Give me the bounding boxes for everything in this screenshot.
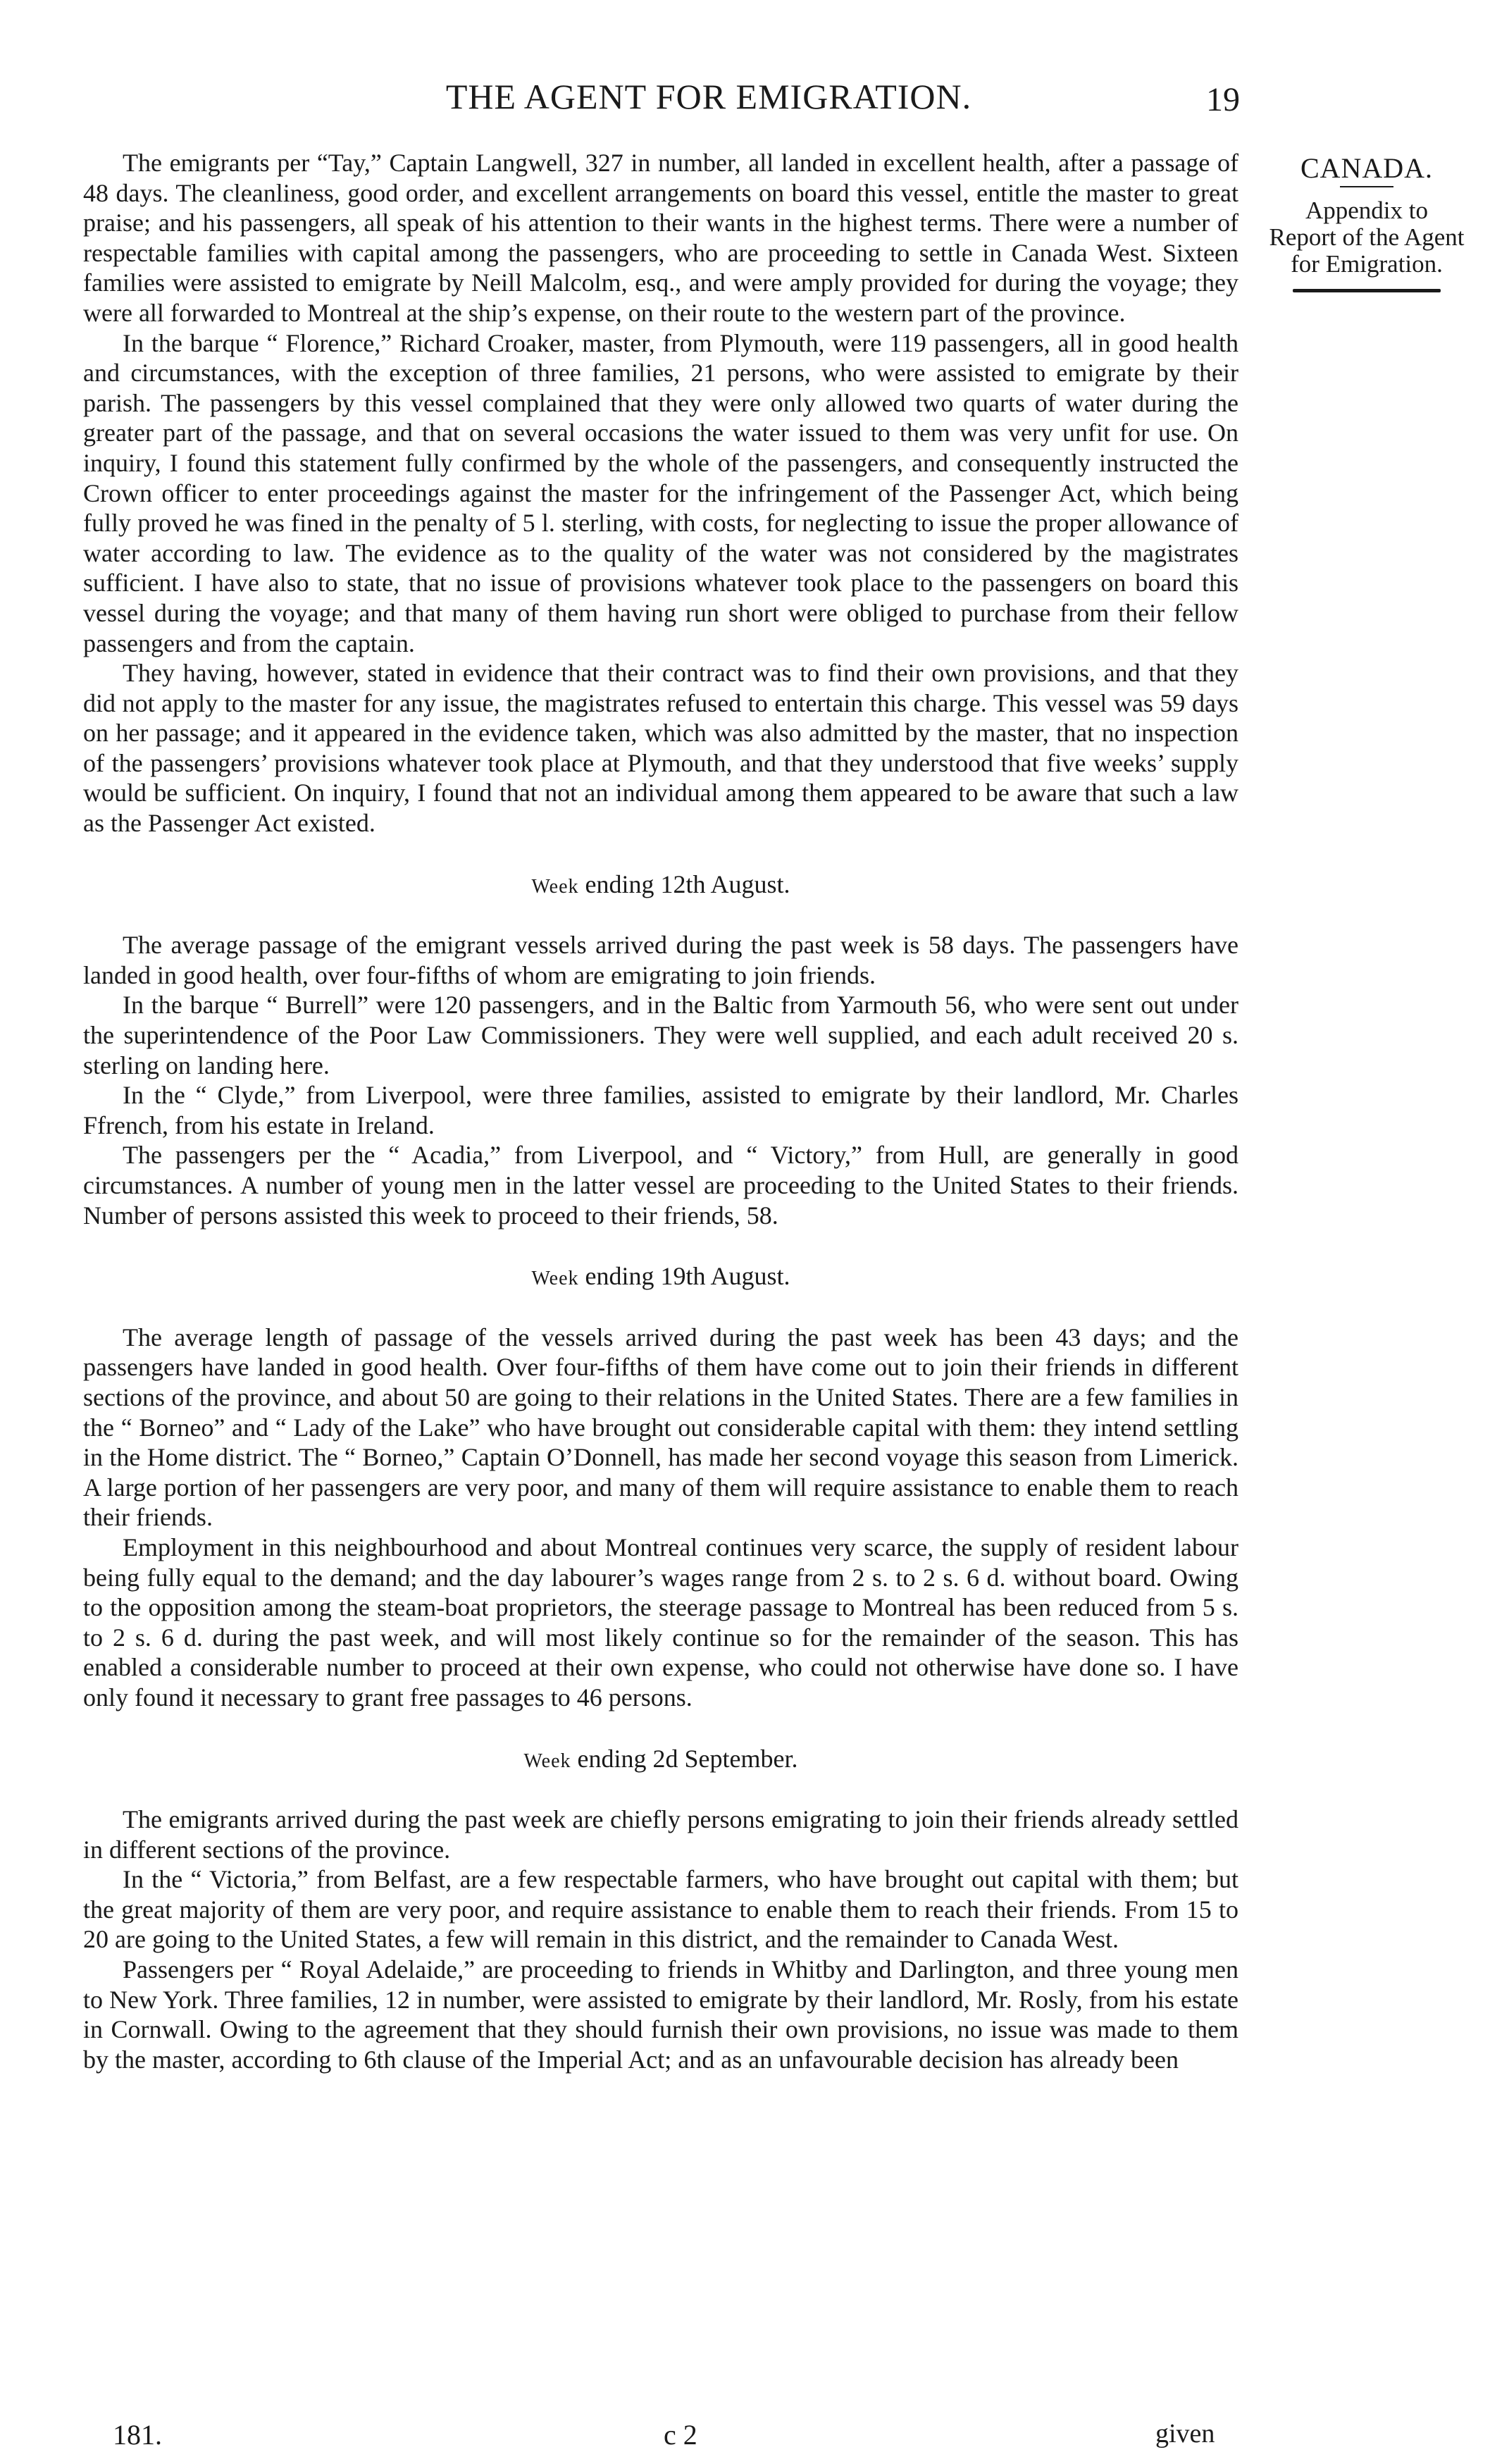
catchword: given bbox=[1155, 2419, 1215, 2448]
paragraph: The average length of passage of the vessels arrived during the past week has been 43 days; and the passengers have landed in good health. Over four-fifths of them have come out to join their friends in different sections of the province, and about 50 are going to their relations in the United States. There are a few families in the “ Borneo” and “ Lady of the Lake” who have brought out considerable capital with them: they intend settling in the Home district. The “ Borneo,” Captain O’Donnell, has made her second voyage this season from Limerick. A large portion of her passengers are very poor, and many of them will require assistance to enable them to reach their friends. bbox=[83, 1323, 1238, 1532]
paragraph: The average passage of the emigrant vessels arrived during the past week is 58 days. The passengers have landed in good health, over four-fifths of whom are emigrating to join friends. bbox=[83, 931, 1238, 989]
signature-mark: c 2 bbox=[664, 2419, 697, 2451]
margin-note-line: for Emigration. bbox=[1291, 250, 1443, 278]
paragraph: The emigrants arrived during the past week are chiefly persons emigrating to join their friends already settled in different sections of the province. bbox=[83, 1805, 1238, 1864]
margin-note bbox=[1254, 152, 1479, 292]
margin-note-divider bbox=[1340, 186, 1393, 187]
page-title: THE AGENT FOR EMIGRATION. bbox=[445, 77, 972, 116]
margin-note-line: Report of the Agent bbox=[1269, 223, 1465, 251]
signature-number: 181. bbox=[113, 2419, 162, 2451]
paragraph: Employment in this neighbourhood and about Montreal continues very scarce, the supply of resident labour being fully equal to the demand; and the day labourer’s wages range from 2 s. to 2 s. 6 d. without board. Owing to the opposition among the steam-boat proprietors, the steerage passage to Montreal has been reduced from 5 s. to 2 s. 6 d. during the past week, and will most likely continue so for the remainder of the season. This has enabled a considerable number to proceed at their own expense, who could not otherwise have done so. I have only found it necessary to grant free passages to 46 persons. bbox=[83, 1533, 1238, 1711]
margin-note-rule bbox=[1293, 289, 1441, 292]
paragraph: The passengers per the “ Acadia,” from Liverpool, and “ Victory,” from Hull, are generally in good circumstances. A number of young men in the latter vessel are proceeding to the United States to their friends. Number of persons assisted this week to proceed to their friends, 58. bbox=[83, 1141, 1238, 1230]
week-heading-prefix: Week bbox=[531, 875, 579, 898]
week-heading-prefix: Week bbox=[523, 1750, 571, 1772]
week-heading bbox=[83, 1744, 1238, 1777]
paragraph: They having, however, stated in evidence that their contract was to find their own provisions, and that they did not apply to the master for any issue, the magistrates refused to entertain this charge. This vessel was 59 days on her passage; and it appeared in the evidence taken, which was also admitted by the master, that no inspection of the passengers’ provisions whatever took place at Plymouth, and that they understood that five weeks’ supply would be sufficient. On inquiry, I found that not an individual among them appeared to be aware that such a law as the Passenger Act existed. bbox=[83, 659, 1238, 838]
paragraph: Passengers per “ Royal Adelaide,” are proceeding to friends in Whitby and Darlington, and three young men to New York. Three families, 12 in number, were assisted to emigrate by their landlord, Mr. Rosly, from his estate in Cornwall. Owing to the agreement that they should furnish their own provisions, no issue was made to them by the master, according to 6th clause of the Imperial Act; and as an unfavourable decision has already been bbox=[83, 1955, 1238, 2074]
paragraph: In the barque “ Burrell” were 120 passengers, and in the Baltic from Yarmouth 56, who were sent out under the superintendence of the Poor Law Commissioners. They were well supplied, and each adult received 20 s. sterling on landing here. bbox=[83, 991, 1238, 1079]
paragraph: In the barque “ Florence,” Richard Croaker, master, from Plymouth, were 119 passengers, all in good health and circumstances, with the exception of three families, 21 persons, who were assisted to emigrate by their parish. The passengers by this vessel complained that they were only allowed two quarts of water during the greater part of the passage, and that on several occasions the water issued to them was very unfit for use. On inquiry, I found this statement fully confirmed by the whole of the passengers, and consequently instructed the Crown officer to enter proceedings against the master for the infringement of the Passenger Act, which being fully proved he was fined in the penalty of 5 l. sterling, with costs, for neglecting to issue the proper allowance of water according to law. The evidence as to the quality of the water was not considered by the magistrates sufficient. I have also to state, that no issue of provisions whatever took place to the passengers on board this vessel during the voyage; and that many of them having run short were obliged to purchase from their fellow passengers and from the captain. bbox=[83, 328, 1238, 657]
page-number: 19 bbox=[1206, 81, 1240, 118]
week-heading-text: ending 2d September. bbox=[571, 1744, 798, 1773]
paragraph: In the “ Victoria,” from Belfast, are a few respectable farmers, who have brought out capital with them; but the great majority of them are very poor, and require assistance to enable them to reach their friends. From 15 to 20 are going to the United States, a few will remain in this district, and the remainder to Canada West. bbox=[83, 1865, 1238, 1954]
week-heading-text: ending 12th August. bbox=[578, 869, 790, 898]
body-text bbox=[83, 148, 1238, 2074]
paragraph: In the “ Clyde,” from Liverpool, were three families, assisted to emigrate by their landlord, Mr. Charles Ffrench, from his estate in Ireland. bbox=[83, 1081, 1238, 1139]
week-heading bbox=[83, 1261, 1238, 1294]
paragraph: The emigrants per “Tay,” Captain Langwell, 327 in number, all landed in excellent health, after a passage of 48 days. The cleanliness, good order, and excellent arrangements on board this vessel, entitle the master to great praise; and his passengers, all speak of his attention to their wants in the highest terms. There were a number of respectable families with capital among the passengers, who are proceeding to settle in Canada West. Sixteen families were assisted to emigrate by Neill Malcolm, esq., and were amply provided for during the voyage; they were all forwarded to Montreal at the ship’s expense, on their route to the western part of the province. bbox=[83, 149, 1238, 327]
week-heading-prefix: Week bbox=[531, 1268, 579, 1290]
week-heading bbox=[83, 869, 1238, 903]
margin-note-region: CANADA. bbox=[1300, 152, 1434, 184]
week-heading-text: ending 19th August. bbox=[578, 1262, 790, 1291]
margin-note-line: Appendix to bbox=[1305, 197, 1428, 224]
